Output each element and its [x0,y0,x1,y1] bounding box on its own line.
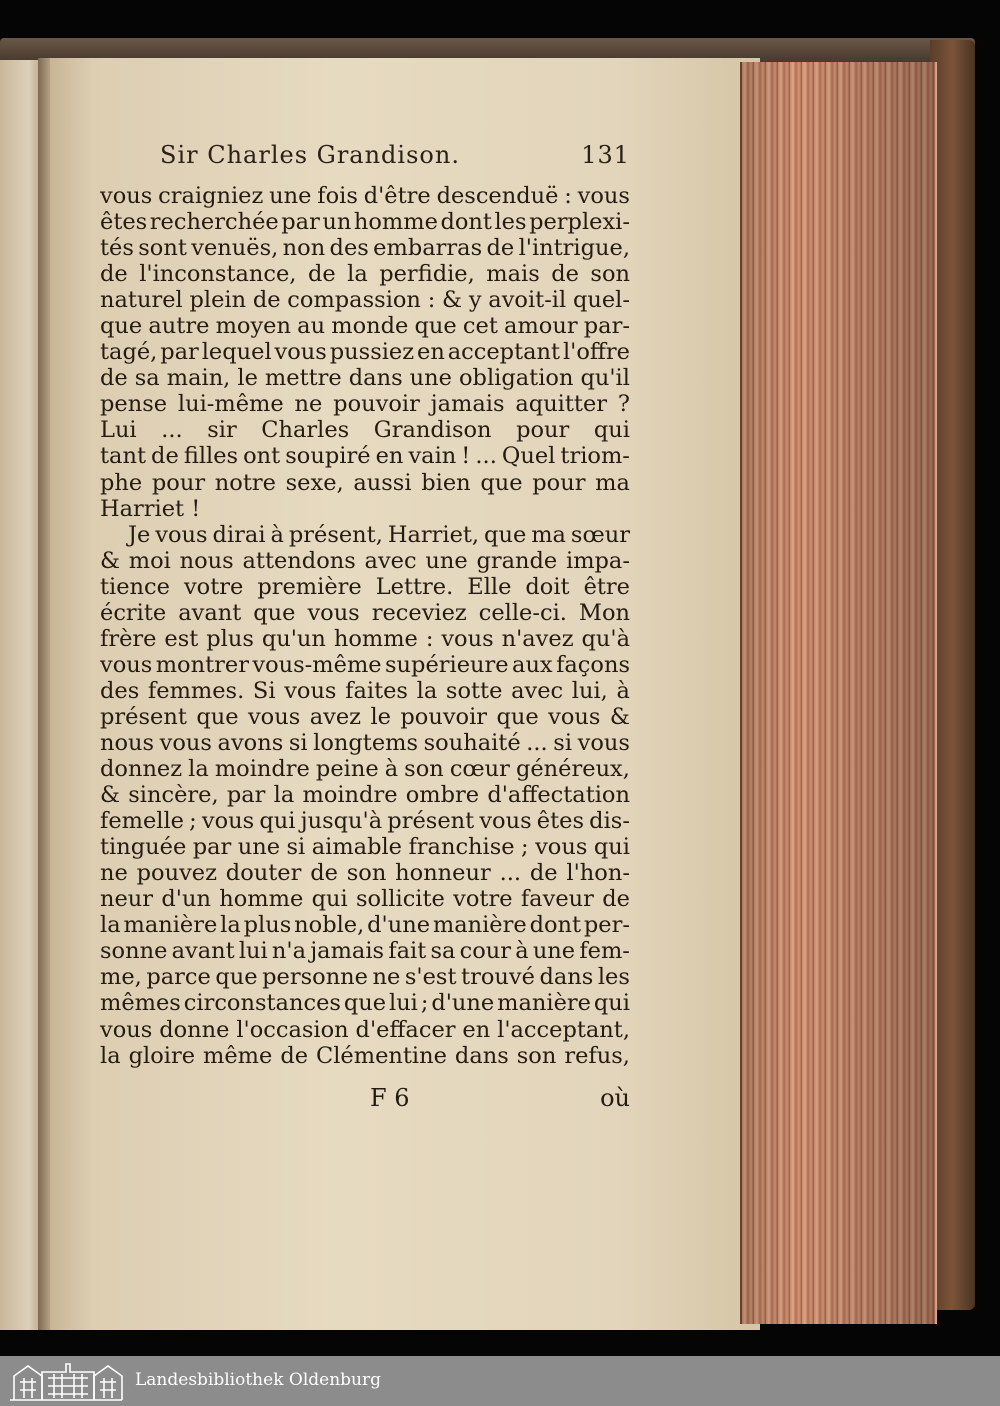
text-line: Harriet ! [100,495,201,522]
text-line: vous craigniez une fois d'être descenduë : vous [100,183,630,209]
text-line: sonne avant lui n'a jamais fait sa cour à une fem- [100,938,630,965]
text-line: tagé, par lequel vous pussiez en acceptant l'offre [100,339,630,366]
text-line: femelle ; vous qui jusqu'à présent vous êtes dis- [100,808,630,835]
library-footer-bar [0,1356,1000,1406]
text-line: & moi nous attendons avec une grande impa- [100,547,630,574]
text-line: des femmes. Si vous faites la sotte avec lui, à [100,677,630,704]
library-name: Landesbibliothek Oldenburg [135,1370,382,1390]
text-line: Je vous dirai à présent, Harriet, que ma sœur [128,521,630,548]
text-line: tés sont venuës, non des embarras de l'intrigue, [100,235,630,262]
text-line: que autre moyen au monde que cet amour par- [100,313,630,340]
text-line: la gloire même de Clémentine dans son refus, [100,1042,630,1069]
text-line: écrite avant que vous receviez celle-ci. Mon [100,599,630,626]
page-number: 131 [581,141,630,169]
text-line: Lui ... sir Charles Grandison pour qui [100,417,630,444]
text-line: donnez la moindre peine à son cœur généreux, [100,756,630,783]
text-line: frère est plus qu'un homme : vous n'avez qu'à [100,625,630,652]
text-line: mêmes circonstances que lui ; d'une manière qui [100,990,630,1017]
page-text [100,183,630,1069]
text-line: tant de filles ont soupiré en vain ! ... Quel triom- [100,443,630,470]
text-line: êtes recherchée par un homme dont les perplexi- [100,209,630,236]
text-line: vous montrer vous-même supérieure aux façons [100,651,630,678]
text-line: & sincère, par la moindre ombre d'affectation [100,782,630,809]
signature-mark: F 6 [370,1084,410,1112]
text-line: neur d'un homme qui sollicite votre faveur de [100,886,630,913]
text-line: vous donne l'occasion d'effacer en l'acceptant, [100,1016,630,1043]
text-line: phe pour notre sexe, aussi bien que pour ma [100,469,630,496]
text-line: la manière la plus noble, d'une manière dont per- [100,912,630,939]
text-line: tience votre première Lettre. Elle doit être [100,573,630,600]
text-line: pense lui-même ne pouvoir jamais aquitter ? [100,391,630,418]
text-line: présent que vous avez le pouvoir que vous & [100,703,630,730]
catchword: où [600,1084,630,1112]
text-line: ne pouvez douter de son honneur ... de l'hon- [100,860,630,887]
running-header [160,141,630,181]
library-building-icon [8,1360,124,1402]
page-footer [100,1084,630,1114]
text-line: naturel plein de compassion : & y avoit-il quel- [100,287,630,314]
text-line: de sa main, le mettre dans une obligation qu'il [100,365,630,392]
text-line: de l'inconstance, de la perfidie, mais de son [100,261,630,288]
text-line: me, parce que personne ne s'est trouvé dans les [100,964,630,991]
text-line: nous vous avons si longtems souhaité ... si vous [100,729,630,756]
text-line: tinguée par une si aimable franchise ; vous qui [100,834,630,861]
running-title: Sir Charles Grandison. [160,141,460,169]
